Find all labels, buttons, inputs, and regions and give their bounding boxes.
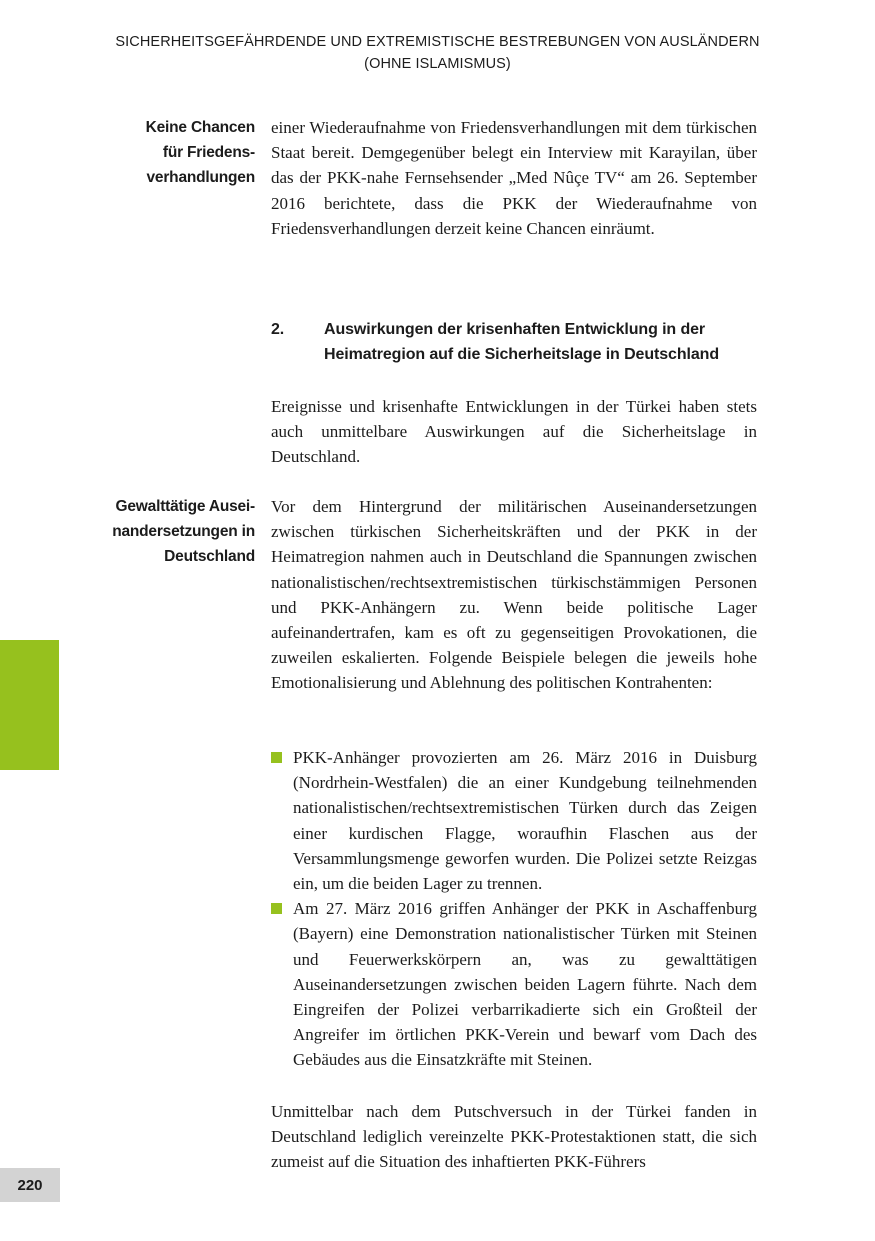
list-item (271, 745, 757, 896)
section-number: 2. (271, 321, 285, 338)
paragraph-2: Ereignisse und krisenhafte Entwicklungen in der Türkei haben stets auch unmittelbare Auswirkungen auf die Sicherheitslage in Deutschland. (271, 397, 757, 467)
bullet-text: Am 27. März 2016 griffen Anhänger der PKK in Aschaffenburg (Bayern) eine Demonstration nationalistischer Türken mit Steinen und Feuerwerkskörpern an, was zu gewalttätigen Auseinandersetzungen zwischen beiden Lagern führte. Nach dem Eingreifen der Polizei verbarrikadierte sich ein Großteil der Angreifer im örtlichen PKK-Verein und bewarf vom Dach des Gebäudes aus die Einsatzkräfte mit Steinen. (293, 899, 757, 1070)
paragraph-1: einer Wiederaufnahme von Friedensverhandlungen mit dem türkischen Staat bereit. Demgegenüber belegt ein Interview mit Karayilan, über das der PKK-nahe Fernsehsender „Med Nûçe TV“ am 26. September 2016 berichtete, dass die PKK der Wiederaufnahme von Friedensverhandlungen derzeit keine Chancen einräumt. (271, 118, 757, 238)
green-square-bullet-icon (271, 752, 282, 763)
margin-note-no-chances (60, 115, 255, 191)
margin-note-line: verhandlungen (146, 169, 255, 187)
running-head-line1: SICHERHEITSGEFÄHRDENDE UND EXTREMISTISCHE BESTREBUNGEN VON AUSLÄNDERN (115, 34, 760, 50)
page-number: 220 (17, 1176, 43, 1194)
margin-note-line: Gewalttätige Ausei- (115, 498, 255, 515)
paragraph-4: Unmittelbar nach dem Putschversuch in der Türkei fanden in Deutschland lediglich vereinzelte PKK-Protestaktionen statt, die sich zumeist auf die Situation des inhaftierten PKK-Führers (271, 1102, 757, 1172)
running-head (60, 31, 815, 75)
margin-note-line: nandersetzungen in (112, 523, 255, 541)
bullet-list (271, 745, 757, 1073)
section-heading (271, 317, 757, 367)
margin-note-violent-clashes (60, 494, 255, 570)
bullet-text: PKK-Anhänger provozierten am 26. März 2016 in Duisburg (Nordrhein-Westfalen) die an einer Kundgebung teilnehmenden nationalistischen/rechtsextremistischen Türken durch das Zeigen einer kurdischen Flagge, woraufhin Flaschen aus der Versammlungsmenge geworfen wurden. Die Polizei setzte Reizgas ein, um die beiden Lager zu trennen. (293, 748, 757, 894)
margin-note-line: Deutschland (164, 548, 255, 566)
chapter-tab-marker (0, 640, 59, 770)
section-title: Auswirkungen der krisenhaften Entwicklung in der Heimatregion auf die Sicherheitslage in Deutschland (324, 321, 719, 364)
paragraph-3: Vor dem Hintergrund der militärischen Auseinandersetzungen zwischen türkischen Sicherheitskräften und der PKK in der Heimatregion nahmen auch in Deutschland die Spannungen zwischen nationalistischen/rechtsextremistischen türkischstämmigen Personen und PKK-Anhängern zu. Wenn beide politische Lager aufeinandertrafen, kam es oft zu gegenseitigen Provokationen, die zuweilen eskalierten. Folgende Beispiele belegen die jeweils hohe Emotionalisierung und Ablehnung des politischen Kontrahenten: (271, 497, 757, 693)
page-number-box (0, 1168, 60, 1202)
running-head-line2: (OHNE ISLAMISMUS) (364, 56, 511, 72)
margin-note-line: Keine Chancen (145, 119, 255, 136)
margin-note-line: für Friedens- (162, 144, 255, 162)
list-item (271, 896, 757, 1072)
green-square-bullet-icon (271, 903, 282, 914)
